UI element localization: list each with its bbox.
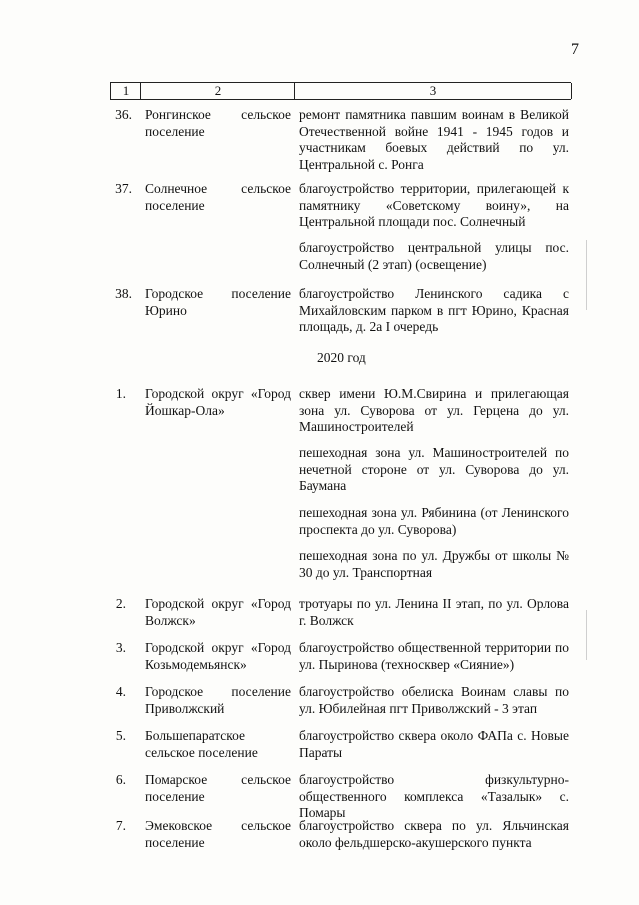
municipality-name: Городской округ «Город Йошкар-Ола» (145, 386, 291, 418)
project-description: благоустройство сквера по ул. Яльчинская около фельдшерско-акушерского пункта (299, 818, 569, 850)
municipality-name: Ронгинское сельское поселение (145, 107, 291, 139)
municipality-name: Городской округ «Город Козьмодемьянск» (145, 640, 291, 672)
scan-artifact (586, 240, 587, 310)
row-number: 6. (115, 772, 126, 787)
municipality-name: Большепаратское сельское поселение (145, 728, 258, 760)
project-description: благоустройство общественной территории по ул. Пыринова (техносквер «Сияние») (299, 640, 569, 672)
project-description: пешеходная зона ул. Машиностроителей по нечетной стороне от ул. Суворова до ул. Баумана (299, 445, 569, 493)
scan-artifact (586, 610, 587, 660)
row-number: 38. (115, 286, 132, 301)
project-description: сквер имени Ю.М.Свирина и прилегающая зона ул. Суворова от ул. Герцена до ул. Машиностроителей (299, 386, 569, 434)
project-description: ремонт памятника павшим воинам в Великой Отечественной войне 1941 - 1945 годов и участникам боевых действий по ул. Центральной с. Ронга (299, 107, 569, 172)
project-description: пешеходная зона ул. Рябинина (от Ленинского проспекта до ул. Суворова) (299, 505, 569, 537)
municipality-name: Эмековское сельское поселение (145, 818, 291, 850)
project-description: благоустройство сквера около ФАПа с. Новые Параты (299, 728, 569, 760)
project-description: пешеходная зона по ул. Дружбы от школы № 30 до ул. Транспортная (299, 548, 569, 580)
row-number: 2. (115, 596, 126, 611)
row-number: 4. (115, 684, 126, 699)
row-number: 3. (115, 640, 126, 655)
row-number: 37. (115, 181, 132, 196)
table-header (110, 82, 571, 100)
row-number: 7. (115, 818, 126, 833)
header-col-2: 2 (140, 83, 295, 99)
row-number: 36. (115, 107, 132, 122)
project-description: тротуары по ул. Ленина II этап, по ул. Орлова г. Волжск (299, 596, 569, 628)
project-description: благоустройство обелиска Воинам славы по ул. Юбилейная пгт Приволжский - 3 этап (299, 684, 569, 716)
header-col-1: 1 (110, 83, 141, 99)
project-description: благоустройство территории, прилегающей к памятнику «Советскому воину», на Центральной площади пос. Солнечный (299, 181, 569, 229)
row-number: 5. (115, 728, 126, 743)
row-number: 1. (115, 386, 126, 401)
municipality-name: Помарское сельское поселение (145, 772, 291, 804)
page-number: 7 (571, 41, 579, 58)
municipality-name: Городское поселение Приволжский (145, 684, 291, 716)
project-description: благоустройство центральной улицы пос. Солнечный (2 этап) (освещение) (299, 240, 569, 272)
municipality-name: Солнечное сельское поселение (145, 181, 291, 213)
project-description: благоустройство физкультурно-общественного комплекса «Тазалык» с. Помары (299, 772, 569, 820)
header-col-3: 3 (294, 83, 572, 99)
project-description: благоустройство Ленинского садика с Михайловским парком в пгт Юрино, Красная площадь, д. 2а I очередь (299, 286, 569, 334)
municipality-name: Городской округ «Город Волжск» (145, 596, 291, 628)
year-heading: 2020 год (317, 350, 366, 365)
municipality-name: Городское поселение Юрино (145, 286, 291, 318)
